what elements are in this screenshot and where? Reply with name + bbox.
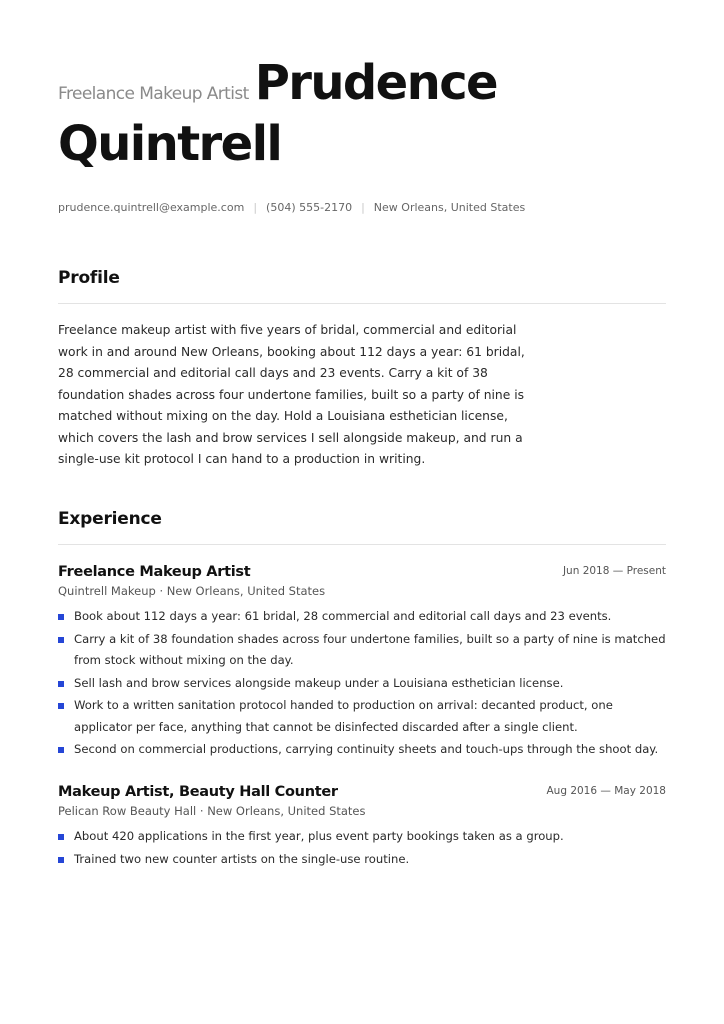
- experience-heading: Experience: [58, 509, 162, 529]
- job-bullets: [58, 606, 666, 761]
- email-link[interactable]: prudence.quintrell@example.com: [58, 201, 245, 214]
- bullet-item: [58, 606, 666, 628]
- contact-separator: |: [253, 201, 258, 214]
- profile-divider: [58, 303, 666, 304]
- name-line: [58, 55, 678, 172]
- last-name: Quintrell: [58, 116, 282, 172]
- profile-heading: Profile: [58, 268, 120, 288]
- profile-summary: Freelance makeup artist with five years of bridal, commercial and editorial work in and around New Orleans, booking about 112 days a year: 61 bridal, 28 commercial and editorial call days and 23 events. Carry a kit of 38 foundation shades across four undertone families, built so a party of nine is matched without mixing on the day. Hold a Louisiana esthetician license, which covers the lash and brow services I sell alongside makeup, and run a single-use kit protocol I can hand to a production in writing.: [58, 323, 525, 466]
- bullet-text: Sell lash and brow services alongside makeup under a Louisiana esthetician license.: [74, 675, 564, 690]
- bullet-text: Work to a written sanitation protocol handed to production on arrival: decanted product, one applicator per face, anything that cannot be disinfected discarded after a single client.: [74, 698, 613, 734]
- bullet-square-icon: [58, 681, 64, 687]
- role-tagline: Freelance Makeup Artist: [58, 84, 249, 104]
- job-dates: Jun 2018 — Present: [562, 565, 666, 577]
- phone-text: (504) 555-2170: [266, 201, 353, 214]
- bullet-text: Second on commercial productions, carrying continuity sheets and touch-ups through the shoot day.: [74, 742, 659, 756]
- job-header: [58, 781, 666, 803]
- job-title: Makeup Artist, Beauty Hall Counter: [58, 784, 338, 800]
- bullet-text: Carry a kit of 38 foundation shades across four undertone families, built so a party of nine is matched from stock without mixing on the day.: [74, 631, 666, 667]
- job-company: Pelican Row Beauty Hall · New Orleans, United States: [58, 804, 366, 818]
- bullet-square-icon: [58, 614, 64, 620]
- job-bullets: [58, 826, 666, 870]
- bullet-item: [58, 673, 666, 695]
- bullet-square-icon: [58, 637, 64, 643]
- bullet-square-icon: [58, 747, 64, 753]
- job-dates: Aug 2016 — May 2018: [546, 785, 666, 797]
- job-entry: [58, 561, 666, 762]
- job-title: Freelance Makeup Artist: [58, 564, 251, 580]
- bullet-square-icon: [58, 703, 64, 709]
- bullet-text: About 420 applications in the first year, plus event party bookings taken as a group.: [74, 829, 564, 843]
- bullet-item: [58, 849, 666, 871]
- bullet-item: [58, 739, 666, 761]
- job-company: Quintrell Makeup · New Orleans, United States: [58, 584, 326, 598]
- bullet-square-icon: [58, 834, 64, 840]
- bullet-item: [58, 695, 666, 738]
- experience-divider: [58, 544, 666, 545]
- first-name: Prudence: [254, 55, 498, 111]
- bullet-text: Trained two new counter artists on the single-use routine.: [74, 851, 410, 866]
- bullet-square-icon: [58, 857, 64, 863]
- contact-separator: |: [361, 201, 365, 214]
- resume-header: [58, 55, 678, 172]
- bullet-item: [58, 826, 666, 848]
- contact-line: [58, 201, 525, 214]
- job-header: [58, 561, 666, 583]
- location-text: New Orleans, United States: [373, 201, 526, 214]
- bullet-text: Book about 112 days a year: 61 bridal, 28 commercial and editorial call days and 23 events.: [74, 609, 612, 623]
- job-entry: [58, 781, 666, 871]
- bullet-item: [58, 629, 666, 672]
